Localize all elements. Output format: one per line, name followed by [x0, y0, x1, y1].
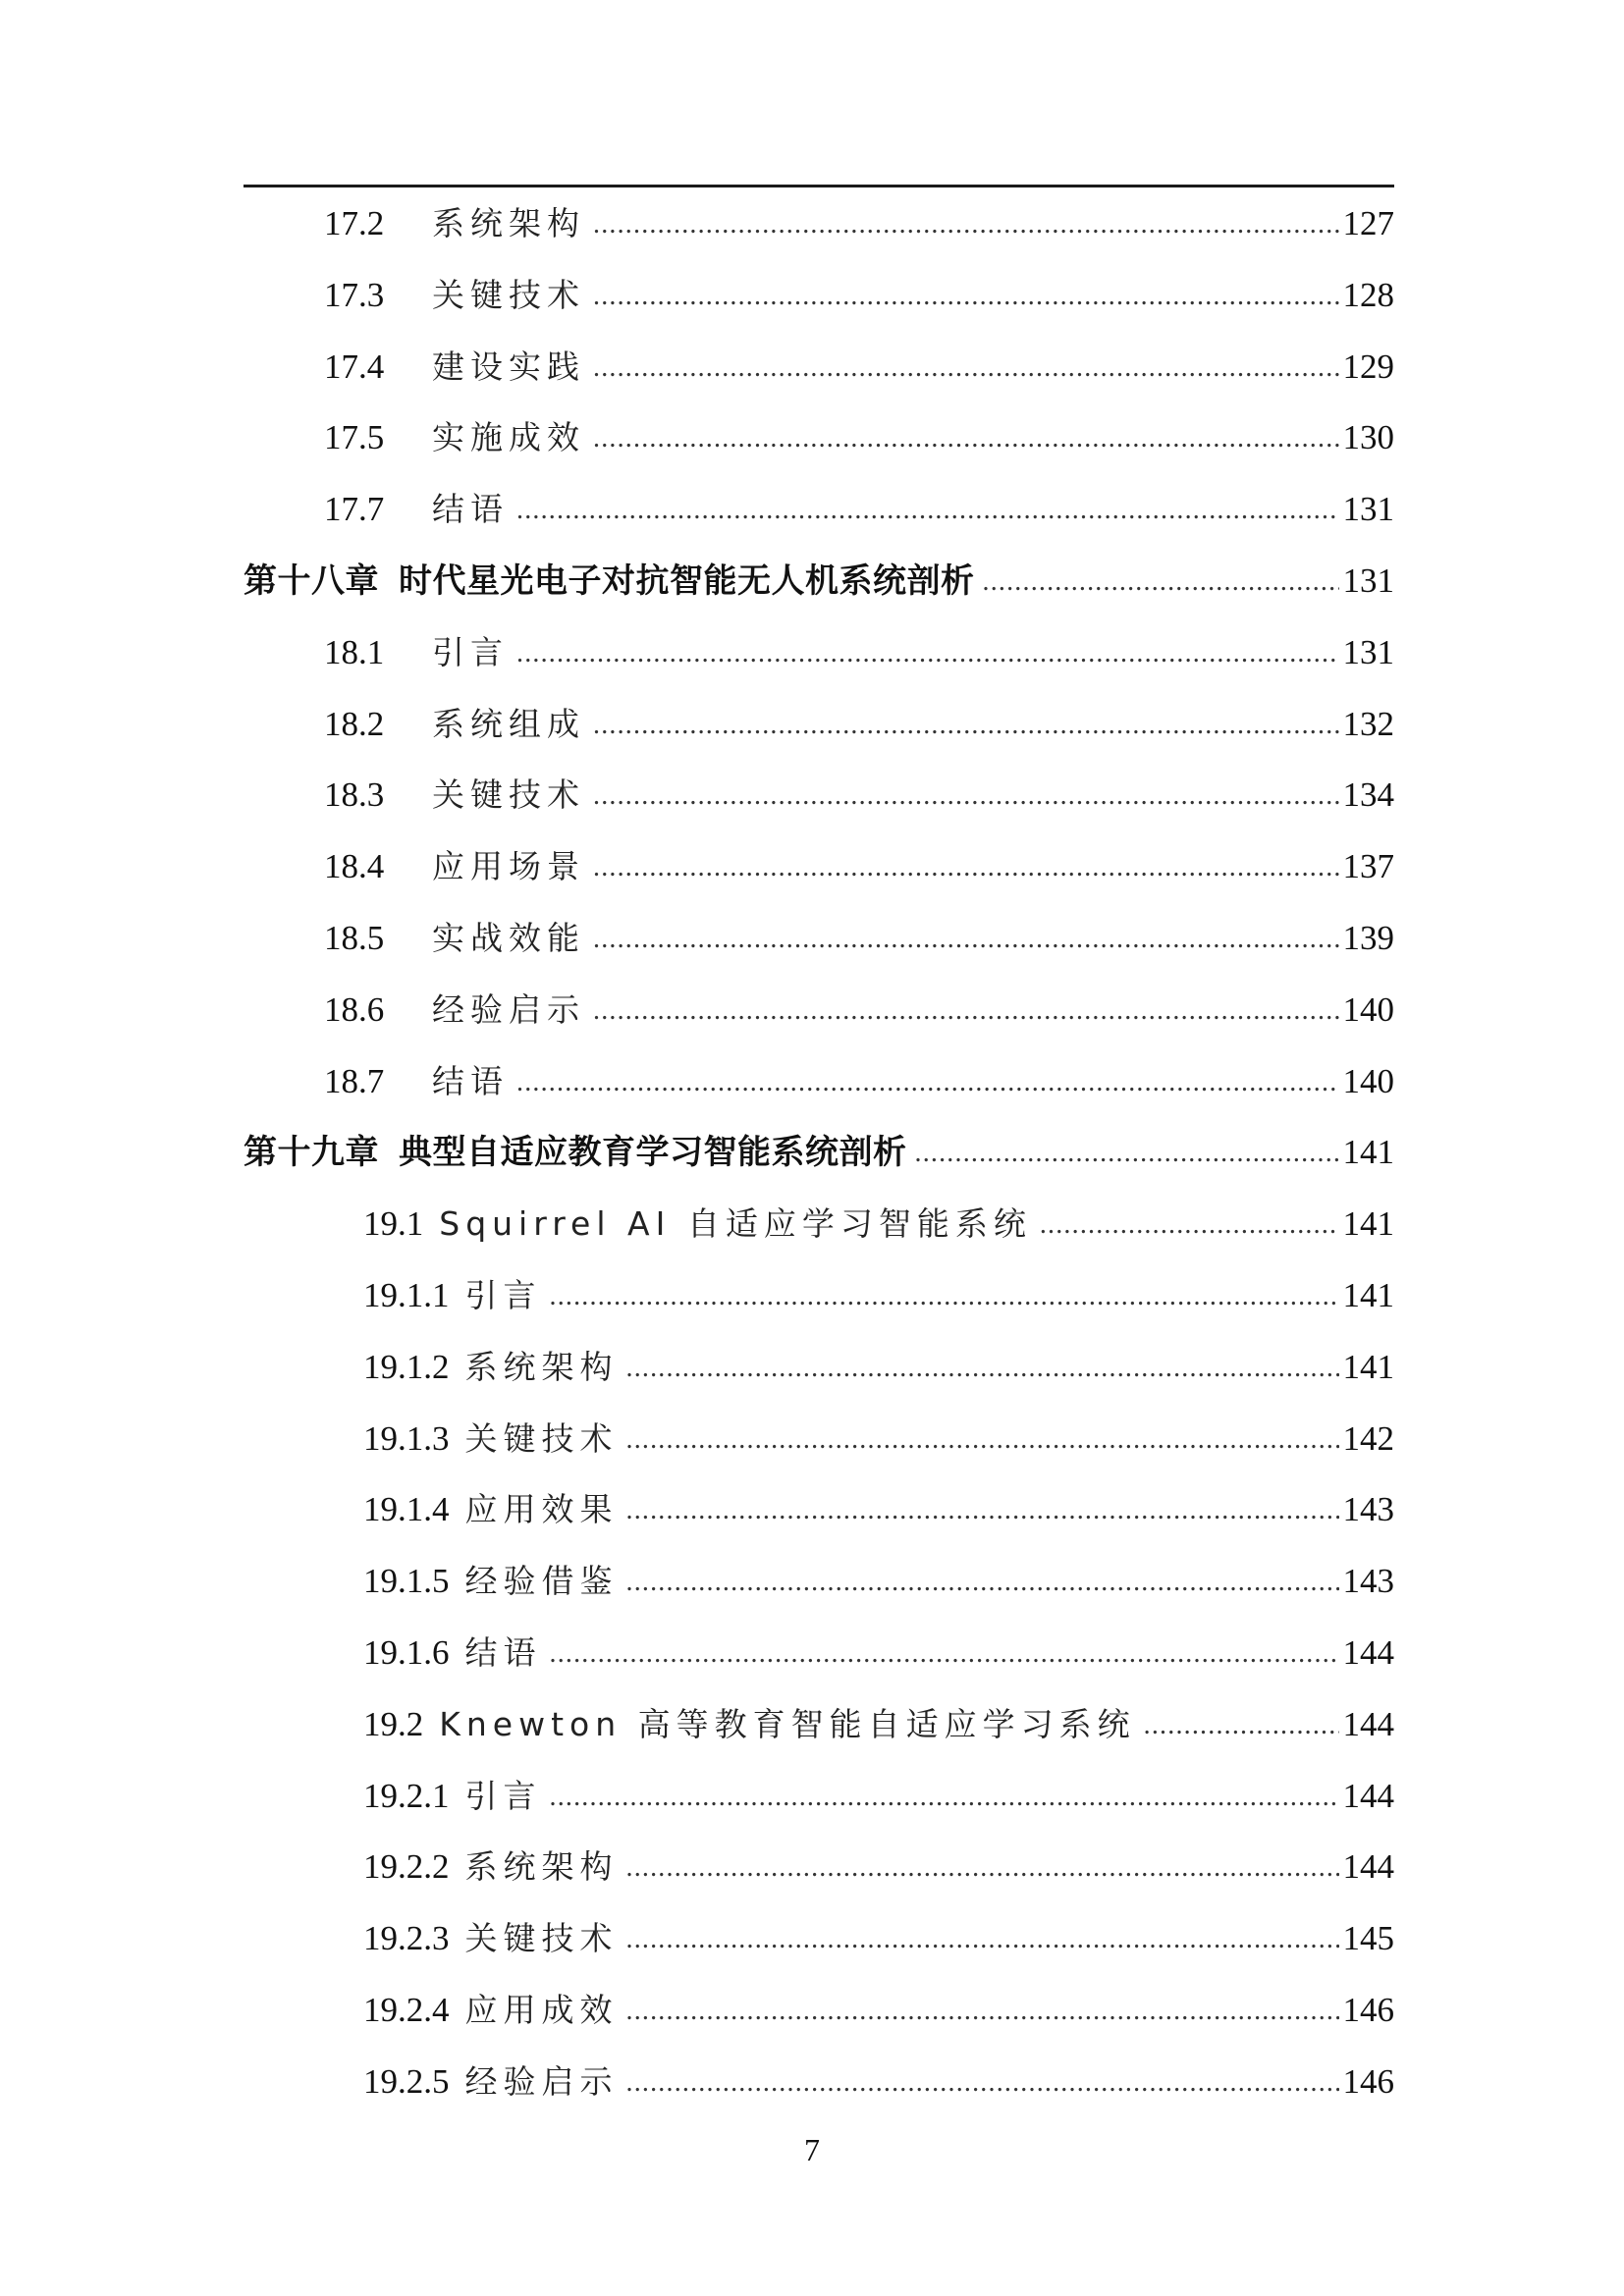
toc-section-entry[interactable]	[244, 2047, 1394, 2118]
toc-entry-number: 18.2	[324, 704, 385, 743]
toc-dot-leader	[1144, 1712, 1339, 1739]
toc-section-entry[interactable]	[244, 1689, 1394, 1761]
toc-entry-page: 128	[1342, 275, 1394, 314]
toc-dot-leader	[593, 354, 1339, 382]
toc-entry-page: 142	[1342, 1418, 1394, 1458]
toc-section-entry[interactable]	[244, 1046, 1394, 1118]
toc-section-entry[interactable]	[244, 260, 1394, 332]
toc-entry-title: 系统架构	[432, 204, 585, 242]
toc-entry-number: 19.1.4	[363, 1490, 450, 1529]
toc-entry-title: 关键技术	[464, 1418, 619, 1458]
toc-entry-page: 145	[1342, 1919, 1394, 1958]
toc-entry-page: 143	[1342, 1562, 1394, 1601]
toc-entry-page: 139	[1342, 918, 1394, 957]
toc-entry-number: 19.1.5	[363, 1562, 450, 1601]
toc-dot-leader	[516, 497, 1339, 524]
toc-entry-title: 时代星光电子对抗智能无人机系统剖析	[399, 561, 975, 601]
toc-dot-leader	[626, 1426, 1339, 1454]
toc-entry-page: 141	[1342, 1133, 1394, 1172]
header-rule	[244, 185, 1394, 187]
toc-entry-number: 19.1	[363, 1204, 424, 1244]
toc-entry-number: 19.2.1	[363, 1776, 450, 1815]
toc-section-entry[interactable]	[244, 689, 1394, 761]
toc-entry-number: 17.7	[324, 490, 385, 529]
toc-dot-leader	[593, 854, 1339, 881]
toc-entry-number: 17.2	[324, 204, 385, 242]
toc-entry-title: 经验启示	[464, 2061, 619, 2101]
toc-entry-page: 132	[1342, 704, 1394, 743]
toc-entry-page: 131	[1342, 490, 1394, 529]
toc-dot-leader	[626, 1497, 1339, 1524]
toc-dot-leader	[626, 1998, 1339, 2025]
toc-entry-title: 实施成效	[432, 418, 585, 457]
toc-entry-page: 141	[1342, 1204, 1394, 1244]
toc-entry-number: 18.1	[324, 632, 385, 671]
toc-entry-title: 引言	[464, 1776, 542, 1815]
toc-entry-title: 结语	[432, 490, 509, 529]
toc-entry-title: 结语	[432, 1061, 509, 1100]
toc-entry-title: 关键技术	[432, 275, 585, 314]
toc-entry-title: 应用效果	[464, 1490, 619, 1529]
toc-entry-number: 17.5	[324, 418, 385, 457]
toc-entry-title: 引言	[464, 1275, 542, 1314]
toc-dot-leader	[593, 283, 1339, 310]
toc-entry-title: 系统组成	[432, 704, 585, 743]
toc-dot-leader	[626, 1926, 1339, 1953]
toc-entry-page: 134	[1342, 775, 1394, 815]
toc-entry-title: 结语	[464, 1632, 542, 1672]
toc-section-entry[interactable]	[244, 617, 1394, 689]
toc-entry-number: 18.3	[324, 775, 385, 815]
toc-section-entry[interactable]	[244, 474, 1394, 546]
toc-entry-number: 19.2.5	[363, 2061, 450, 2101]
toc-dot-leader	[593, 926, 1339, 953]
toc-entry-title: Squirrel AI 自适应学习智能系统	[439, 1204, 1032, 1244]
toc-section-entry[interactable]	[244, 1618, 1394, 1689]
toc-dot-leader	[593, 782, 1339, 810]
toc-entry-title: 系统架构	[464, 1347, 619, 1386]
toc-entry-number: 19.1.1	[363, 1275, 450, 1314]
toc-entry-title: 引言	[432, 632, 509, 671]
toc-entry-title: 应用场景	[432, 847, 585, 886]
toc-section-entry[interactable]	[244, 402, 1394, 474]
toc-section-entry[interactable]	[244, 975, 1394, 1046]
toc-entry-number: 19.2.2	[363, 1847, 450, 1887]
toc-entry-page: 144	[1342, 1847, 1394, 1887]
toc-entry-number: 第十八章	[244, 561, 379, 601]
toc-entry-page: 146	[1342, 1990, 1394, 2029]
toc-dot-leader	[593, 211, 1339, 239]
toc-dot-leader	[593, 997, 1339, 1025]
toc-entry-page: 144	[1342, 1704, 1394, 1743]
toc-section-entry[interactable]	[244, 1975, 1394, 2047]
toc-entry-number: 18.5	[324, 918, 385, 957]
toc-dot-leader	[626, 1569, 1339, 1596]
toc-dot-leader	[593, 425, 1339, 453]
toc-entry-title: 应用成效	[464, 1990, 619, 2029]
toc-entry-title: 系统架构	[464, 1847, 619, 1887]
toc-entry-number: 19.1.6	[363, 1632, 450, 1672]
toc-dot-leader	[626, 1854, 1339, 1882]
toc-section-entry[interactable]	[244, 1189, 1394, 1260]
toc-entry-number: 17.4	[324, 347, 385, 386]
toc-entry-page: 143	[1342, 1490, 1394, 1529]
toc-entry-page: 137	[1342, 847, 1394, 886]
toc-entry-number: 18.7	[324, 1061, 385, 1100]
toc-entry-number: 19.2.3	[363, 1919, 450, 1958]
toc-section-entry[interactable]	[244, 760, 1394, 831]
toc-entry-page: 141	[1342, 1275, 1394, 1314]
toc-section-entry[interactable]	[244, 1761, 1394, 1833]
toc-entry-number: 19.1.2	[363, 1347, 450, 1386]
toc-entry-page: 140	[1342, 1061, 1394, 1100]
toc-dot-leader	[516, 1069, 1339, 1096]
toc-entry-title: 实战效能	[432, 918, 585, 957]
toc-dot-leader	[626, 1355, 1339, 1382]
toc-entry-number: 18.6	[324, 989, 385, 1029]
toc-dot-leader	[550, 1283, 1339, 1310]
toc-section-entry[interactable]	[244, 903, 1394, 975]
toc-section-entry[interactable]	[244, 1332, 1394, 1404]
toc-dot-leader	[915, 1140, 1339, 1167]
table-of-contents	[244, 188, 1394, 2118]
toc-chapter-entry[interactable]	[244, 546, 1394, 617]
toc-entry-page: 144	[1342, 1632, 1394, 1672]
toc-entry-title: 关键技术	[432, 775, 585, 815]
toc-entry-number: 18.4	[324, 847, 385, 886]
toc-entry-page: 127	[1342, 204, 1394, 242]
toc-entry-page: 131	[1342, 561, 1394, 600]
toc-entry-number: 17.3	[324, 275, 385, 314]
toc-section-entry[interactable]	[244, 1404, 1394, 1475]
toc-dot-leader	[1040, 1211, 1339, 1239]
toc-entry-page: 141	[1342, 1347, 1394, 1386]
toc-entry-title: 经验借鉴	[464, 1562, 619, 1601]
toc-entry-title: 关键技术	[464, 1919, 619, 1958]
toc-entry-title: Knewton 高等教育智能自适应学习系统	[439, 1704, 1136, 1743]
toc-entry-page: 144	[1342, 1776, 1394, 1815]
toc-dot-leader	[983, 568, 1339, 596]
toc-section-entry[interactable]	[244, 1260, 1394, 1332]
toc-section-entry[interactable]	[244, 1903, 1394, 1975]
toc-entry-number: 19.1.3	[363, 1418, 450, 1458]
toc-dot-leader	[550, 1784, 1339, 1811]
toc-section-entry[interactable]	[244, 332, 1394, 403]
toc-entry-number: 19.2.4	[363, 1990, 450, 2029]
toc-entry-page: 140	[1342, 989, 1394, 1029]
toc-chapter-entry[interactable]	[244, 1117, 1394, 1189]
toc-entry-title: 经验启示	[432, 989, 585, 1029]
toc-section-entry[interactable]	[244, 831, 1394, 903]
toc-section-entry[interactable]	[244, 1832, 1394, 1903]
toc-section-entry[interactable]	[244, 1474, 1394, 1546]
toc-entry-page: 146	[1342, 2061, 1394, 2101]
toc-section-entry[interactable]	[244, 188, 1394, 260]
toc-entry-number: 19.2	[363, 1704, 424, 1743]
toc-entry-page: 131	[1342, 632, 1394, 671]
page-number: 7	[804, 2132, 820, 2167]
toc-entry-page: 130	[1342, 418, 1394, 457]
toc-entry-title: 典型自适应教育学习智能系统剖析	[399, 1133, 907, 1173]
toc-dot-leader	[516, 640, 1339, 667]
toc-entry-number: 第十九章	[244, 1133, 379, 1173]
toc-dot-leader	[593, 712, 1339, 739]
toc-entry-title: 建设实践	[432, 347, 585, 386]
toc-section-entry[interactable]	[244, 1546, 1394, 1618]
toc-dot-leader	[550, 1640, 1339, 1668]
toc-dot-leader	[626, 2069, 1339, 2097]
toc-entry-page: 129	[1342, 347, 1394, 386]
